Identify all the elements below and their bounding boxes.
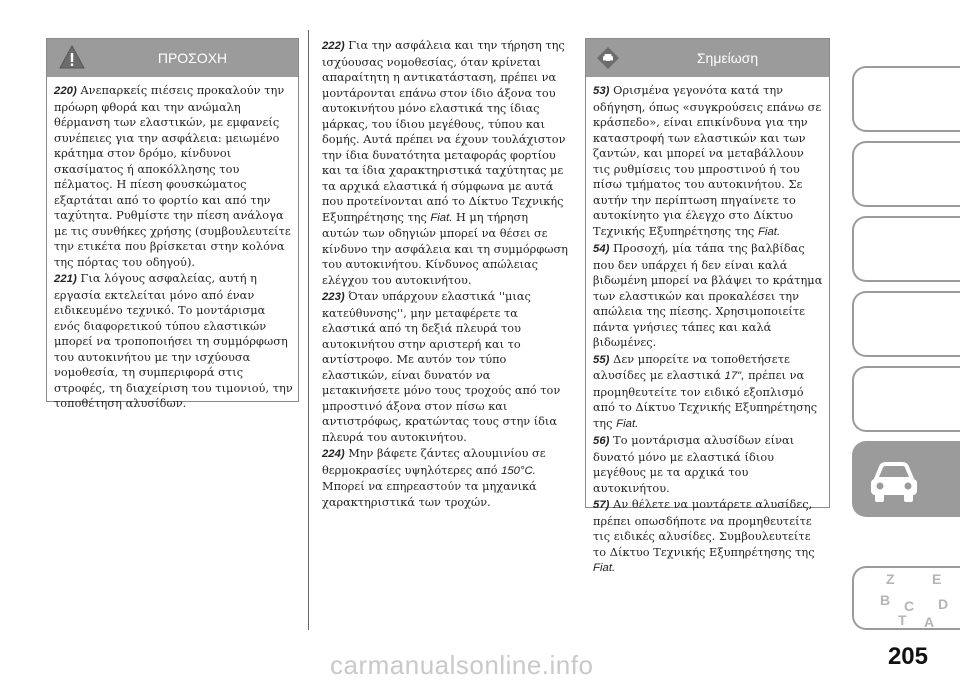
chapter-tabs: [852, 66, 960, 526]
chapter-tab-5[interactable]: [852, 366, 960, 432]
chapter-tab-index[interactable]: [852, 566, 960, 630]
index-letter: A: [924, 614, 935, 630]
note-header: [586, 39, 829, 77]
index-letter: B: [880, 592, 891, 608]
warning-header: [47, 39, 298, 77]
index-letter: C: [904, 598, 915, 614]
note-paragraph-53: 53) Ορισμένα γεγονότα κατά την οδήγηση, όπως «συγκρούσεις επάνω σε κράσπεδο», είναι επικίνδυνα για την καταστροφή των ελαστικών και των ζαντών, και μπορεί να μεταβάλλουν τις ρυθμίσεις του μπροστινού ή του πίσω τμήματος του αυτοκινήτου. Σε αυτήν την περίπτωση πηγαίνετε το αυτοκίνητο για έλεγχο στο Δίκτυο Τεχνικής Εξυπηρέτησης της Fiat.: [593, 84, 822, 238]
index-letter: T: [898, 612, 907, 628]
warning-paragraph-220: 220) Ανεπαρκείς πιέσεις προκαλούν την πρόωρη φθορά και την ανώμαλη θέρμανση των ελαστικών, με εμφανείς συνέπειες για την ασφάλεια: μειωμένο κράτημα στον δρόμο, κίνδυνοι σκασίματος ή αποκόλλησης του πέλματος. Η πίεση φουσκώματος εξαρτάται από το φορτίο και από την ταχύτητα. Ρυθμίστε την πίεση ανάλογα με τις συνθήκες χρήσης (συμβουλευτείτε την ετικέτα που βρίσκεται στην κολόνα της πόρτας του οδηγού).: [54, 84, 291, 269]
warning-title: ΠΡΟΣΟΧΗ: [157, 50, 228, 66]
note-title: Σημείωση: [696, 50, 759, 66]
note-paragraph-54: 54) Προσοχή, μία τάπα της βαλβίδας που δεν υπάρχει ή δεν είναι καλά βιδωμένη μπορεί να βλάψει το κράτημα των ελαστικών και προκαλέσει την απώλεια της πίεσης. Χρησιμοποιείτε πάντα γνήσιες τάπες και καλά βιδωμένες.: [593, 242, 823, 349]
note-box: [585, 38, 830, 574]
note-paragraph-55: 55) Δεν μπορείτε να τοποθετήσετε αλυσίδες με ελαστικά 17", πρέπει να προμηθευτείτε τον ειδικό εξοπλισμό από το Δίκτυο Τεχνικής Εξυπηρέτησης της Fiat.: [593, 352, 818, 430]
warning-triangle-icon: [59, 45, 85, 69]
note-paragraph-57: 57) Αν θέλετε να μοντάρετε αλυσίδες, πρέπει οπωσδήποτε να προμηθευτείτε τις ειδικές αλυσίδες. Συμβουλευτείτε το Δίκτυο Τεχνικής Εξυπηρέτησης της Fiat.: [593, 498, 815, 574]
index-letter: D: [938, 596, 949, 612]
paragraph-222: 222) Για την ασφάλεια και την τήρηση της ισχύουσας νομοθεσίας, όταν κρίνεται απαραίτητη η αντικατάσταση, πρέπει να μοντάρονται επάνω στον ίδιο άξονα του αυτοκινήτου μόνο ελαστικά της ίδιας μάρκας, του ίδιου μεγέθους, τύπου και δομής. Αυτά πρέπει να έχουν τουλάχιστον την ίδια δυνατότητα μεταφοράς φορτίου και τα ίδια χαρακτηριστικά ταχύτητας με τα αρχικά ελαστικά ή σύμφωνα με αυτά που προτείνονται από το Δίκτυο Τεχνικής Εξυπηρέτησης της Fiat. Η μη τήρηση αυτών των οδηγιών μπορεί να θέσει σε κίνδυνο την ασφάλεια και τη συμμόρφωση του αυτοκινήτου. Κίνδυνος απώλειας ελέγχου του αυτοκινήτου.: [322, 39, 568, 287]
chapter-tab-3[interactable]: [852, 216, 960, 282]
index-letter: E: [932, 571, 942, 587]
note-body: [586, 77, 829, 586]
watermark: carmanualsonline.info: [330, 650, 594, 680]
warning-box: [46, 38, 299, 410]
column-divider: [308, 30, 309, 630]
car-road-icon: [596, 46, 620, 70]
car-front-icon: [868, 457, 920, 505]
chapter-tab-2[interactable]: [852, 141, 960, 207]
chapter-tab-1[interactable]: [852, 66, 960, 132]
chapter-tab-active-car[interactable]: [852, 441, 960, 517]
index-letter: Z: [886, 571, 895, 587]
page-number: 205: [887, 643, 928, 670]
warning-body: [47, 77, 298, 421]
paragraph-224: 224) Μην βάφετε ζάντες αλουμινίου σε θερμοκρασίες υψηλότερες από 150°C. Μπορεί να επηρεαστούν τα μηχανικά χαρακτηριστικά των τροχών.: [322, 447, 546, 509]
note-paragraph-56: 56) Το μοντάρισμα αλυσίδων είναι δυνατό μόνο με ελαστικά ίδιου μεγέθους με τα αρχικά του αυτοκινήτου.: [593, 434, 795, 495]
chapter-tab-4[interactable]: [852, 291, 960, 357]
middle-column: [322, 38, 568, 511]
warning-paragraph-221: 221) Για λόγους ασφαλείας, αυτή η εργασία εκτελείται μόνο από έναν ειδικευμένο τεχνικό. Το μοντάρισμα ενός διαφορετικού τύπου ελαστικών μπορεί να τροποποιήσει τη συμμόρφωση του αυτοκινήτου με την ισχύουσα νομοθεσία, τη συμπεριφορά στις στροφές, τη διαχείριση του τιμονιού, την τοποθέτηση αλυσίδων.: [54, 272, 293, 410]
paragraph-223: 223) Όταν υπάρχουν ελαστικά ''μιας κατεύθυνσης'', μην μεταφέρετε τα ελαστικά από τη δεξιά πλευρά του αυτοκινήτου στην αριστερή και το αντίστροφο. Με αυτόν τον τύπο ελαστικών, είναι δυνατόν να μετακινήσετε μόνο τους τροχούς από τον μπροστινό άξονα στον πίσω και αντιστρόφως, κρατώντας τους στην ίδια πλευρά του αυτοκινήτου.: [322, 290, 561, 444]
